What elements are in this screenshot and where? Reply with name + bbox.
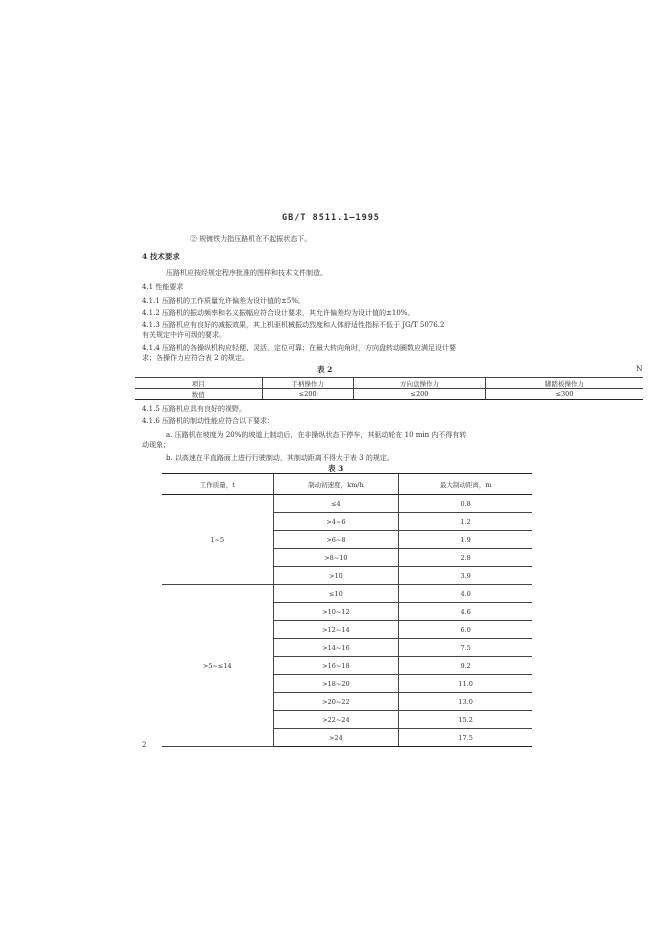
speed-cell: >8~10 [273, 549, 399, 567]
page-number: 2 [142, 741, 147, 749]
paragraph-intro: 压路机应按经规定程序批准的图样和技术文件制造。 [166, 269, 327, 277]
speed-cell: >18~20 [273, 675, 399, 693]
table-2-header-row [135, 378, 643, 389]
speed-cell: >16~18 [273, 657, 399, 675]
table-header-cell: 工作质量，t [162, 474, 273, 495]
speed-cell: >20~22 [273, 693, 399, 711]
table-header-cell: 手柄操作力 [262, 378, 353, 389]
distance-cell: 4.6 [399, 603, 532, 621]
distance-cell: 1.2 [399, 513, 532, 531]
distance-cell: 9.2 [399, 657, 532, 675]
distance-cell: 15.2 [399, 711, 532, 729]
clause-4-1-4-line1: 4.1.4 压路机的各操纵机构应轻便、灵活，定位可靠；在最大转向角时，方向盘转动圈数应满足设计要 [142, 344, 457, 352]
mass-range-cell: >5~≤14 [162, 585, 273, 747]
clause-4-1-4-line2: 求；各操作力应符合表 2 的规定。 [142, 354, 249, 362]
table-row [135, 389, 643, 400]
table-row [162, 585, 532, 603]
note-2: ② 规镀铁力指压路机在不起振状态下。 [190, 235, 312, 243]
table-cell: ≤300 [486, 389, 643, 400]
speed-cell: >22~24 [273, 711, 399, 729]
table-header-cell: 项目 [135, 378, 262, 389]
clause-4-1-6: 4.1.6 压路机的制动性能应符合以下要求： [142, 417, 275, 425]
speed-cell: >4~6 [273, 513, 399, 531]
speed-cell: >12~14 [273, 621, 399, 639]
clause-4-1-2: 4.1.2 压路机的振动频率和名义振幅应符合设计要求，其允许偏差均为设计值的±10%。 [142, 309, 415, 317]
distance-cell: 17.5 [399, 729, 532, 747]
speed-cell: >10~12 [273, 603, 399, 621]
clause-4-1-3-line1: 4.1.3 压路机应有良好的减振效果，其上机驱机械振动烈度和人体舒适性指标不低于 JG/T 5076.2 [142, 321, 445, 329]
table-header-cell: 脚踏板操作力 [486, 378, 643, 389]
distance-cell: 2.8 [399, 549, 532, 567]
table-row [162, 495, 532, 513]
standard-number: GB/T 8511.1—1995 [282, 213, 380, 223]
table-header-cell: 制动初速度，km/h [273, 474, 399, 495]
table-3-caption: 表 3 [328, 464, 344, 473]
distance-cell: 13.0 [399, 693, 532, 711]
table-cell: 数值 [135, 389, 262, 400]
table-header-cell: 方向盘操作力 [353, 378, 485, 389]
distance-cell: 7.5 [399, 639, 532, 657]
table-2 [135, 377, 643, 400]
distance-cell: 4.0 [399, 585, 532, 603]
table-cell: ≤200 [353, 389, 485, 400]
speed-cell: >6~8 [273, 531, 399, 549]
clause-4-1-3-line2: 有关规定中许可级的要求。 [142, 331, 226, 339]
speed-cell: >24 [273, 729, 399, 747]
distance-cell: 11.0 [399, 675, 532, 693]
table-cell: ≤200 [262, 389, 353, 400]
clause-4-1-6-a-line1: a. 压路机在坡度为 20%的坡道上制动后，在非操纵状态下停车，其驱动轮在 10 min 内不得有转 [166, 431, 467, 439]
distance-cell: 1.9 [399, 531, 532, 549]
section-4-title: 4 技术要求 [142, 252, 180, 261]
table-3 [162, 473, 532, 747]
table-header-cell: 最大制动距离，m [399, 474, 532, 495]
table-2-caption: 表 2 [317, 365, 333, 374]
clause-4-1: 4.1 性能要求 [142, 283, 184, 291]
speed-cell: >14~16 [273, 639, 399, 657]
distance-cell: 3.9 [399, 567, 532, 585]
distance-cell: 6.0 [399, 621, 532, 639]
speed-cell: ≤4 [273, 495, 399, 513]
clause-4-1-5: 4.1.5 压路机应具有良好的视野。 [142, 405, 247, 413]
table-3-header-row [162, 474, 532, 495]
speed-cell: ≤10 [273, 585, 399, 603]
speed-cell: >10 [273, 567, 399, 585]
clause-4-1-1: 4.1.1 压路机的工作质量允许偏差为设计值的±5%。 [142, 297, 306, 305]
clause-4-1-6-a-line2: 动现象； [142, 441, 170, 449]
distance-cell: 0.8 [399, 495, 532, 513]
clause-4-1-6-b: b. 以高速在平直路面上进行行驶制动，其制动距离不得大于表 3 的规定。 [166, 454, 394, 462]
mass-range-cell: 1~5 [162, 495, 273, 585]
table-2-unit: N [636, 364, 643, 373]
